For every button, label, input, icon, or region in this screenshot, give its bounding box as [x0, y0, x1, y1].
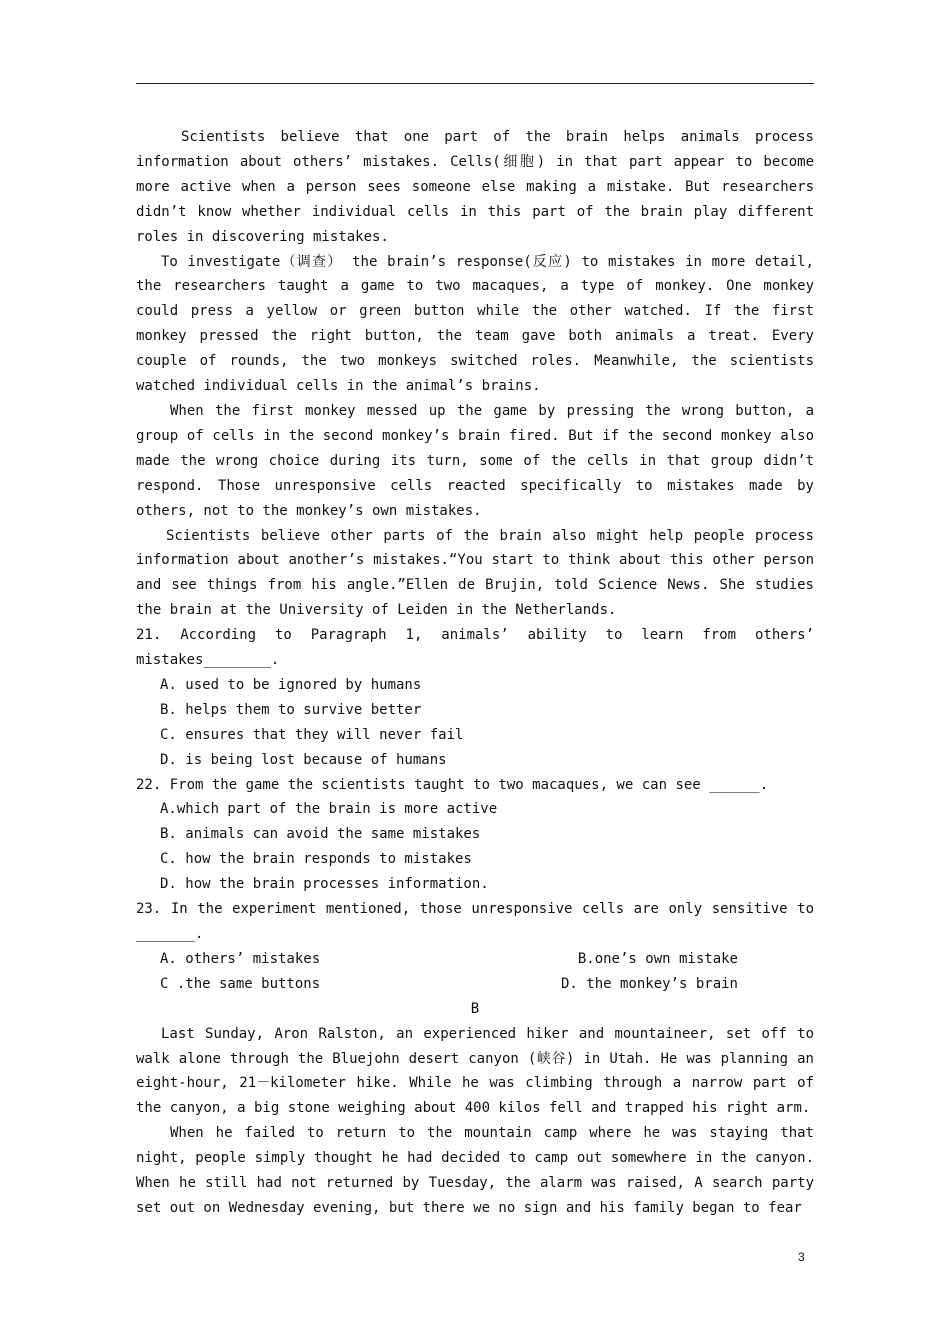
- passage-b-paragraph-1: Last Sunday, Aron Ralston, an experienced hiker and mountaineer, set off to walk alone through the Bluejohn desert canyon (峡谷) in Utah. He was planning an eight-hour, 21－kilometer hike. While he was climbing through a narrow part of the canyon, a big stone weighing about 400 kilos fell and trapped his right arm.: [136, 1025, 814, 1117]
- question-22-option-b: B. animals can avoid the same mistakes: [160, 826, 481, 843]
- question-21-option-b: B. helps them to survive better: [160, 701, 422, 718]
- question-21-option-c: C. ensures that they will never fail: [160, 726, 464, 743]
- page-number: 3: [798, 1250, 805, 1264]
- passage-b-paragraph-2: When he failed to return to the mountain camp where he was staying that night, people simply thought he had decided to camp out somewhere in the canyon. When he still had not returned by Tuesday, the alarm was raised, A search party set out on Wednesday evening, but there we no sign and his family began to fear: [136, 1125, 814, 1216]
- question-23-stem: 23. In the experiment mentioned, those unresponsive cells are only sensitive to _______.: [136, 901, 814, 942]
- question-23-options-row-2: [136, 972, 814, 997]
- question-23-option-c: C .the same buttons: [160, 975, 321, 992]
- passage-a-paragraph-2: To investigate（调查） the brain’s response(反应) to mistakes in more detail, the researchers taught a game to two macaques, a type of monkey. One monkey could press a yellow or green button while the other watched. If the first monkey pressed the right button, the team gave both animals a treat. Every couple of rounds, the two monkeys switched roles. Meanwhile, the scientists watched individual cells in the animal’s brains.: [136, 253, 814, 395]
- question-21-stem: 21. According to Paragraph 1, animals’ ability to learn from others’ mistakes________.: [136, 627, 814, 669]
- passage-a-paragraph-4: Scientists believe other parts of the brain also might help people process information about another’s mistakes.“You start to think about this other person and see things from his angle.”Ellen de Brujin, told Science News. She studies the brain at the University of Leiden in the Netherlands.: [136, 527, 814, 619]
- question-22-option-c: C. how the brain responds to mistakes: [160, 851, 472, 868]
- question-23-options-row-1: [136, 947, 814, 972]
- question-23-option-a: A. others’ mistakes: [160, 950, 321, 967]
- passage-a-paragraph-1: Scientists believe that one part of the brain helps animals process information about others’ mistakes. Cells(细胞) in that part appear to become more active when a person sees someone else making a mistake. But researchers didn’t know whether individual cells in this part of the brain play different roles in discovering mistakes.: [136, 129, 814, 245]
- question-22-option-a: A.which part of the brain is more active: [160, 801, 498, 818]
- question-21-option-d: D. is being lost because of humans: [160, 751, 447, 768]
- passage-a-paragraph-3: When the first monkey messed up the game by pressing the wrong button, a group of cells in the second monkey’s brain fired. But if the second monkey also made the wrong choice during its turn, some of the cells in that group didn’t respond. Those unresponsive cells reacted specifically to mistakes made by others, not to the monkey’s own mistakes.: [136, 402, 814, 519]
- question-23-option-b: B.one’s own mistake: [577, 950, 738, 967]
- section-b-heading: B: [470, 1000, 480, 1017]
- page-body: [136, 125, 814, 1221]
- question-22-stem: 22. From the game the scientists taught to two macaques, we can see ______.: [136, 776, 769, 793]
- question-22-option-d: D. how the brain processes information.: [160, 876, 489, 893]
- question-23-option-d: D. the monkey’s brain: [560, 975, 738, 992]
- question-21-option-a: A. used to be ignored by humans: [160, 676, 422, 693]
- header-rule: [136, 83, 814, 84]
